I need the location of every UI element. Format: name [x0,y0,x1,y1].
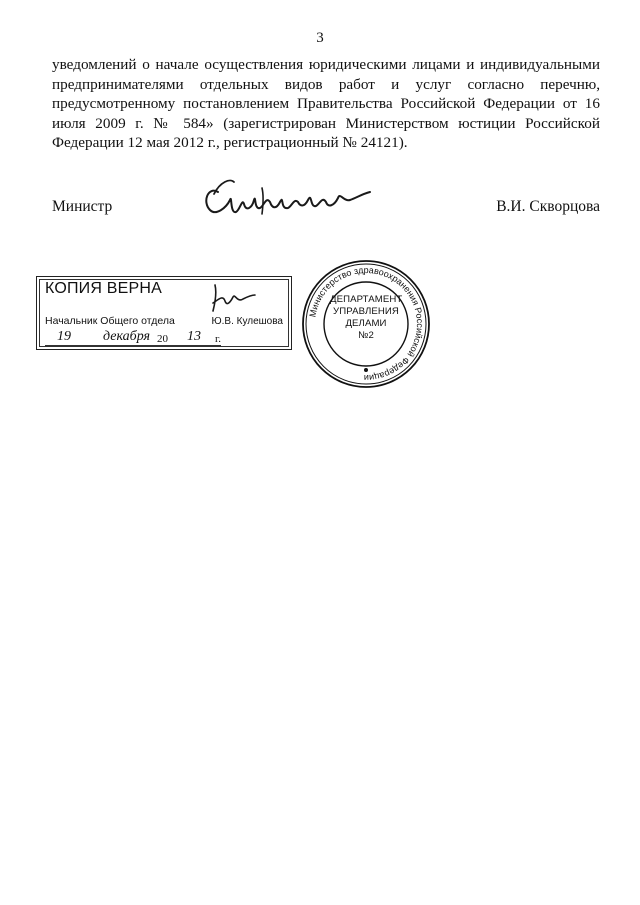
seal-center-text [330,294,402,342]
date-year-suffix: 13 [187,329,201,344]
seal-line-1: ДЕПАРТАМЕНТ [330,294,403,305]
date-day: 19 [57,329,71,344]
date-month: декабря [103,329,151,344]
seal-ring-text: Министерство здравоохранения Российской Федерации [307,264,426,384]
seal-line-3: ДЕЛАМИ [345,318,387,329]
minister-signature [200,168,380,228]
minister-title: Министр [52,198,113,215]
copy-stamp-title: КОПИЯ ВЕРНА [45,280,163,297]
copy-stamp-role: Начальник Общего отдела [45,315,175,327]
date-year-prefix: 20 [157,333,168,345]
copy-stamp-date [45,329,221,346]
seal-line-2: УПРАВЛЕНИЯ [333,306,399,317]
page-number: 3 [316,30,324,46]
copy-signature [207,281,257,317]
official-seal [300,258,432,390]
body-paragraph: уведомлений о начале осуществления юридическими лицами и индивидуальными предпринимателями отдельных видов работ и услуг согласно перечню, предусмотренному постановлением Правительства Российской Федерации от 16 июля 2009 г. № 584» (зарегистрирован Министерством юстиции Российской Федерации 12 мая 2012 г., регистрационный № 24121). [52,56,600,152]
copy-certified-stamp [36,276,292,350]
minister-name: В.И. Скворцова [496,198,600,215]
date-year-unit: г. [215,333,222,345]
seal-line-4: №2 [358,330,374,341]
copy-stamp-name: Ю.В. Кулешова [211,316,283,327]
